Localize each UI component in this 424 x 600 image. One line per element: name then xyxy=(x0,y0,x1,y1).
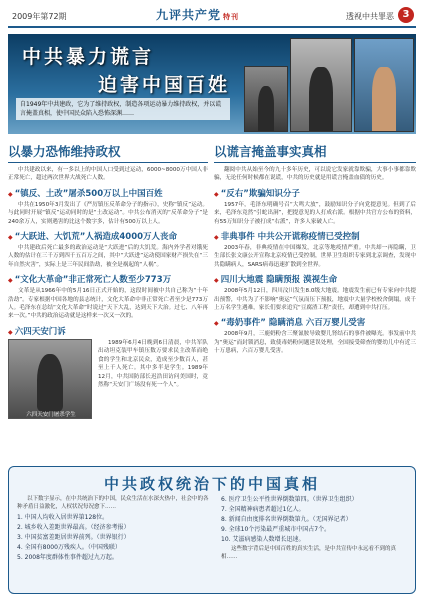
article-text: 中共建政后死亡最多的政治运动是“大跃进”后的大饥荒。海内外学者对饿死人数的估计在三千万到四千五百万之间，其中“大跃进”运动使国家财产损失在“三年自然灾害”，实际上是三年民间浩劫，被全是祸起的“人祸”。 xyxy=(8,245,208,268)
photo-caption: 六四天安门屠杀学生 xyxy=(26,411,76,418)
list-item: 5. 2008年度群体性事件超过九万起。 xyxy=(17,554,118,562)
photo-figure-silhouette xyxy=(372,67,395,131)
list-item: 7. 全国精神病患者超过1亿人。 xyxy=(221,506,305,513)
masthead-title xyxy=(156,6,239,23)
subheading-sars: ◆ 非典事件 中共公开谎称疫情已受控制 xyxy=(214,230,416,242)
list-item: 3. 中国贫富差距居世界前列。（世界银行） xyxy=(17,534,130,542)
article-text: 2003年春，非典疫情在中国爆发，北京等地疫情严重。中共却一再隐瞒，卫生部长张文康公开宣称北京疫情已受控制，世界卫生组织专家到北京调查，发现中共隐瞒病人，SARS病毒迅速扩散到全世界。 xyxy=(214,245,416,268)
page-header xyxy=(8,4,416,28)
section-heading-lies: 以谎言掩盖事实真相 xyxy=(214,142,416,163)
list-item: 10. 艾滋病感染人数增长迅速。 xyxy=(221,536,305,543)
banner-photo-3 xyxy=(354,38,414,132)
article-text: 文革是从1966年中的5月16日正式开始的，这段时间被中共自己称为“十年浩劫”。专家根据中国各地的县志统计，文化大革命中非正常死亡者至少是773万人。毛泽东在总结“文化大革命”时说过“天下大乱，达到天下大治。过七、八年再来一次。”中共的政治运动就是这样来一次又一次的。 xyxy=(8,288,208,320)
photo-figure-silhouette xyxy=(258,86,275,131)
article-text: 2008年5月12日，四川汶川发生8.0级大地震。地震发生前已有专家向中共提出预警，中共为了不影响“奥运”气氛而压下预报，地震中大量学校校舍倒塌，成千上万名学生遇难，家长们要求追究“豆腐渣工程”责任，却遭到中共打压。 xyxy=(214,288,416,312)
section-intro: 翻阅中共从始至今的九十多年历史，可以说它发家就靠欺骗，大事小事都靠欺骗，无论任何时候都在说谎，中共的历史就是用谎言掩盖血债的历史。 xyxy=(214,167,416,182)
photo-figure-silhouette xyxy=(37,354,63,412)
article-text: 1957年，毛泽东明确号召“大鸣大放”，鼓励知识分子向党提意见。但到了后来，毛泽东竟然“引蛇出洞”，把提意见的人打成右派。根据中共官方公布的资料，有55万知识分子被打成“右派”，许多人家破人亡。 xyxy=(214,201,416,225)
list-item: 6. 医疗卫生公平性世界倒数第四。（世界卫生组织） xyxy=(221,496,358,503)
list-item: 9. 全球10个污染最严重城市中国占7个。 xyxy=(221,526,331,533)
masthead-name: 九评共产党 xyxy=(156,8,222,22)
section-heading-violence: 以暴力恐怖维持政权 xyxy=(8,142,208,163)
list-item: 1. 中国人均收入居世界第128位。 xyxy=(17,514,109,522)
tiananmen-photo xyxy=(8,339,92,419)
list-item: 2. 城乡收入差距世界最高。（经济参考报） xyxy=(17,524,130,532)
headline-banner xyxy=(8,34,416,134)
subheading-june-fourth: ◆ 六四天安门诉 xyxy=(8,325,208,337)
left-column xyxy=(8,142,208,425)
list-item: 8. 新闻自由度排名世界倒数第九。（无国界记者） xyxy=(221,516,352,523)
facts-box xyxy=(8,466,416,594)
facts-list-left xyxy=(17,513,213,563)
issue-label: 2009年第72期 xyxy=(12,12,67,21)
banner-intro-text: 自1949年中共建政，它为了维持政权，制造各项运动暴力维持政权，并以谎言掩盖真相，使中国民众陷入恐怖深渊…… xyxy=(16,98,230,120)
june-fourth-block xyxy=(8,339,208,425)
banner-photo-2 xyxy=(290,38,352,132)
section-name: 透视中共罪恶 xyxy=(346,12,394,21)
article-text: 中共在1950年3月发出了《严厉镇压反革命分子的指示》，史称“镇反”运动。与此同时开展“镇反”运动同时的是“土改运动”。中共公布消灭的“反革命分子”是240余万人，实则遇害的比这个数字多，估计有500万以上人。 xyxy=(8,201,208,225)
headline-line-1: 中共暴力谎言 xyxy=(22,46,155,68)
page-number-badge: 3 xyxy=(398,7,414,23)
facts-left-list xyxy=(17,495,213,563)
article-text: 1989年6月4日晚到6日清晨，中共军队出动坦克装甲车镇压数万要求民主改革而绝食的学生和北京民众，造成至少数百人，甚至上千人死亡。其中多半是学生。1989年12月，中共国防部长迟浩田访问美国时，竟然称“天安门广场没有死一个人”。 xyxy=(98,339,208,388)
subheading-land-reform: ◆ “镇反、土改”屠杀500万以上中国百姓 xyxy=(8,187,208,199)
list-item: 4. 全国有8000万残疾人。（中国残联） xyxy=(17,544,121,552)
article-text: 2008年9月，三鹿奶粉含三聚氰胺导致婴儿肾结石的事件被曝光。事发前中共为“奥运”而封锁消息，致使毒奶粉问题延误处理，全国接受筛查的婴幼儿中有近三十万患病，六百万婴儿受害。 xyxy=(214,331,416,355)
subheading-sichuan-quake: ◆ 四川大地震 隐瞒预报 漠视生命 xyxy=(214,273,416,285)
masthead-sub: 特刊 xyxy=(223,12,240,21)
subheading-great-leap: ◆ “大跃进、大饥荒”人祸造成4000万人丧命 xyxy=(8,230,208,242)
right-column xyxy=(214,142,416,356)
headline-line-2: 迫害中国百姓 xyxy=(98,74,231,96)
subheading-poison-milk: ◆ “毒奶事件” 隐瞒消息 六百万婴儿受害 xyxy=(214,316,416,328)
section-intro: 中共建政以来，有一多以上的中国人口受到过运动，6000~8000万中国人非正常死亡，超过两次世界大战死亡人数。 xyxy=(8,167,208,182)
facts-box-title: 中共政权统治下的中国真相 xyxy=(103,475,320,493)
facts-list-right xyxy=(221,495,411,545)
facts-right-list xyxy=(221,495,411,563)
photo-figure-silhouette xyxy=(309,67,333,131)
subheading-anti-rightist: ◆ “反右”欺骗知识分子 xyxy=(214,187,416,199)
subheading-cultural-revolution: ◆ “文化大革命”非正常死亡人数至少773万 xyxy=(8,273,208,285)
facts-note: 以下数字显示，在中共统治下的中国，民众生活在水深火热中，社会中的各种矛盾日益激化，人权状况每况愈下…… xyxy=(17,496,209,511)
banner-photo-1 xyxy=(244,66,288,132)
facts-closing: 这些数字背后是中国百姓的真实生活，是中共宣传中永远看不到的真相…… xyxy=(221,546,397,561)
